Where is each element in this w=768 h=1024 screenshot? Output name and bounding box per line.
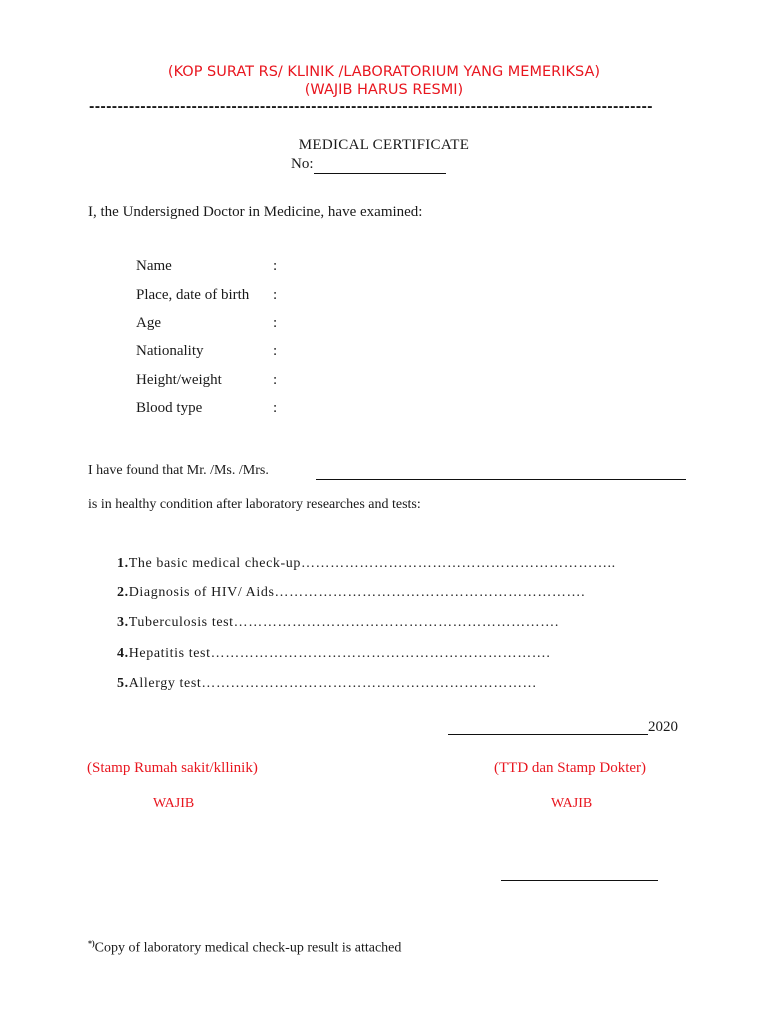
test-item: [117, 615, 559, 631]
field-label: Place, date of birth: [136, 287, 250, 303]
signature-line: [501, 880, 658, 881]
date-line: [448, 734, 648, 735]
test-number: 1.: [117, 556, 129, 571]
healthy-text: is in healthy condition after laboratory researches and tests:: [88, 497, 421, 512]
test-dots: ……………………………………………………….: [274, 585, 586, 600]
field-label: Nationality: [136, 343, 204, 359]
certificate-number-label: No:: [291, 156, 314, 172]
letterhead-line-2: (WAJIB HARUS RESMI): [304, 82, 464, 98]
field-colon: :: [273, 372, 278, 388]
patient-name-line: [316, 479, 686, 480]
test-number: 4.: [117, 646, 129, 661]
certificate-number: [291, 156, 446, 174]
field-row-height-weight: [136, 372, 277, 389]
field-colon: :: [273, 315, 278, 331]
field-colon: :: [273, 287, 278, 303]
stamp-hospital-label: (Stamp Rumah sakit/kllinik): [87, 760, 258, 776]
test-label: Diagnosis of HIV/ Aids: [128, 585, 275, 600]
field-row-name: [136, 258, 277, 275]
test-dots: ……………………………………………………………: [201, 676, 538, 691]
test-label: Allergy test: [128, 676, 202, 691]
separator-line: ---------------------------------------------------------------------------------------------------: [89, 100, 653, 115]
test-item: [117, 556, 616, 572]
stamp-doctor-required: WAJIB: [551, 796, 593, 811]
field-colon: :: [273, 258, 278, 274]
field-row-blood-type: [136, 400, 277, 417]
test-item: [117, 676, 537, 692]
test-number: 5.: [117, 676, 129, 691]
letterhead-line-1: (KOP SURAT RS/ KLINIK /LABORATORIUM YANG MEMERIKSA): [167, 64, 601, 80]
field-label: Height/weight: [136, 372, 222, 388]
footnote-marker: *): [88, 939, 95, 948]
test-dots: …………………………………………………………….: [210, 646, 551, 661]
intro-text: I, the Undersigned Doctor in Medicine, have examined:: [88, 204, 423, 220]
field-row-nationality: [136, 343, 277, 360]
test-label: Hepatitis test: [128, 646, 211, 661]
date-year: 2020: [648, 719, 678, 735]
test-dots: ………………………………………………………..: [300, 556, 616, 571]
stamp-doctor-label: (TTD dan Stamp Dokter): [494, 760, 647, 776]
certificate-number-line: [314, 156, 446, 174]
test-label: The basic medical check-up: [128, 556, 301, 571]
field-label: Name: [136, 258, 172, 274]
test-item: [117, 646, 551, 662]
test-number: 2.: [117, 585, 129, 600]
field-row-age: [136, 315, 277, 332]
test-dots: ………………………………………………………….: [233, 615, 559, 630]
field-label: Age: [136, 315, 161, 331]
test-label: Tuberculosis test: [128, 615, 234, 630]
test-number: 3.: [117, 615, 129, 630]
field-label: Blood type: [136, 400, 203, 416]
field-row-place-date-of-birth: [136, 287, 277, 304]
test-item: [117, 585, 585, 601]
field-colon: :: [273, 343, 278, 359]
page-title: MEDICAL CERTIFICATE: [298, 137, 470, 153]
stamp-hospital-required: WAJIB: [153, 796, 195, 811]
field-colon: :: [273, 400, 278, 416]
footnote: [88, 939, 401, 957]
footnote-text: Copy of laboratory medical check-up result is attached: [94, 940, 402, 956]
found-text: I have found that Mr. /Ms. /Mrs.: [88, 463, 269, 478]
